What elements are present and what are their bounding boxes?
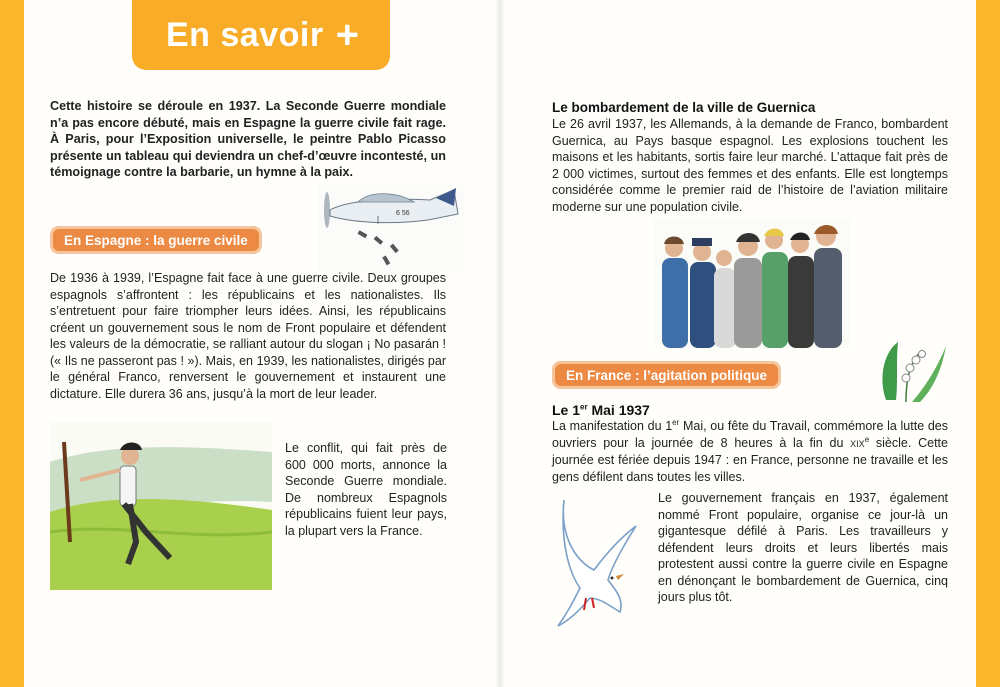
- plane-marking: 6 56: [396, 210, 410, 217]
- may-text-sup: er: [672, 417, 680, 427]
- spain-pill-label: En Espagne : la guerre civile: [64, 232, 248, 248]
- century-sup: e: [864, 434, 870, 444]
- france-section-pill: [552, 361, 781, 389]
- may-text-part: La manifestation du 1: [552, 419, 673, 433]
- guernica-paragraph: Le 26 avril 1937, les Allemands, à la demande de Franco, bombardent Guernica, au Pays basque espagnol. Les explosions touchent les maisons et les habitants, sortis faire leur marché. L’attaque fait près de 2 000 victimes, surtout des femmes et des enfants. Elle est longtemps considérée comme le premier raid de l’histoire de l’aviation militaire moderne sur une population civile.: [552, 117, 948, 214]
- government-paragraph: Le gouvernement français en 1937, également nommé Front populaire, organise ce jour-là un gigantesque défilé à Paris. Les travailleurs y défendent leurs droits et leurs libertés mais protestent aussi contre la guerre civile en Espagne en dénonçant le bombardement de Guernica, cinq jours plus tôt.: [658, 491, 948, 604]
- lily-of-the-valley-illustration: [876, 338, 948, 404]
- soldier-illustration: [50, 422, 272, 590]
- may-heading-text: Le 1: [552, 402, 581, 418]
- intro-paragraph: Cette histoire se déroule en 1937. La Seconde Guerre mondiale n’a pas encore débuté, mais en Espagne la guerre civile fait rage. À Paris, pour l’Exposition universelle, le peintre Pablo Picasso présente un tableau qui deviendra un chef-d’œuvre incontesté, un témoignage contre la barbarie, un hymne à la paix.: [50, 99, 446, 179]
- guernica-heading: Le bombardement de la ville de Guernica: [552, 100, 816, 115]
- may-day-paragraph: [552, 418, 948, 485]
- may-heading-year: Mai 1937: [587, 402, 650, 418]
- section-title: En savoir: [166, 15, 324, 54]
- century-numeral: XIX: [850, 438, 865, 449]
- conflict-paragraph: Le conflit, qui fait près de 600 000 morts, annonce la Seconde Guerre mondiale. De nombreux Espagnols républicains fuient leur pays, la plupart vers la France.: [285, 441, 447, 538]
- bomber-plane-illustration: [318, 184, 464, 272]
- spain-paragraph: De 1936 à 1939, l’Espagne fait face à une guerre civile. Deux groupes espagnols s’affrontent : les républicains et les nationalistes. Ils s’entretuent pour faire triompher leurs idées. Ainsi, les républicains créent un gouvernement sous le nom de Front populaire et défendent les valeurs de la démocratie, se ralliant autour du slogan ¡ No pasarán ! (« Ils ne passeront pas ! »). Mais, en 1939, les nationalistes, dirigés par le général Franco, renversent le gouvernement et instaurent une dictature. Elle durera 36 ans, jusqu’à la mort de leur leader.: [50, 271, 446, 401]
- section-title-banner: [132, 0, 390, 70]
- may-day-heading: [552, 402, 650, 418]
- book-gutter: [496, 0, 504, 687]
- plus-icon: +: [335, 13, 360, 57]
- crowd-illustration: [654, 218, 850, 348]
- may-heading-sup: er: [580, 402, 588, 412]
- may-text-part: siècle. Cette journée est fériée depuis 1947 : en France, personne ne travaille et les gens défilent dans toutes les villes.: [552, 435, 948, 484]
- may-text-part: Mai, ou fête du Travail, commémore la lutte des ouvriers pour la journée de 8 heures à la fin du: [552, 419, 948, 450]
- france-pill-label: En France : l’agitation politique: [566, 367, 768, 383]
- spain-section-pill: [50, 226, 262, 254]
- dove-illustration: [550, 494, 650, 634]
